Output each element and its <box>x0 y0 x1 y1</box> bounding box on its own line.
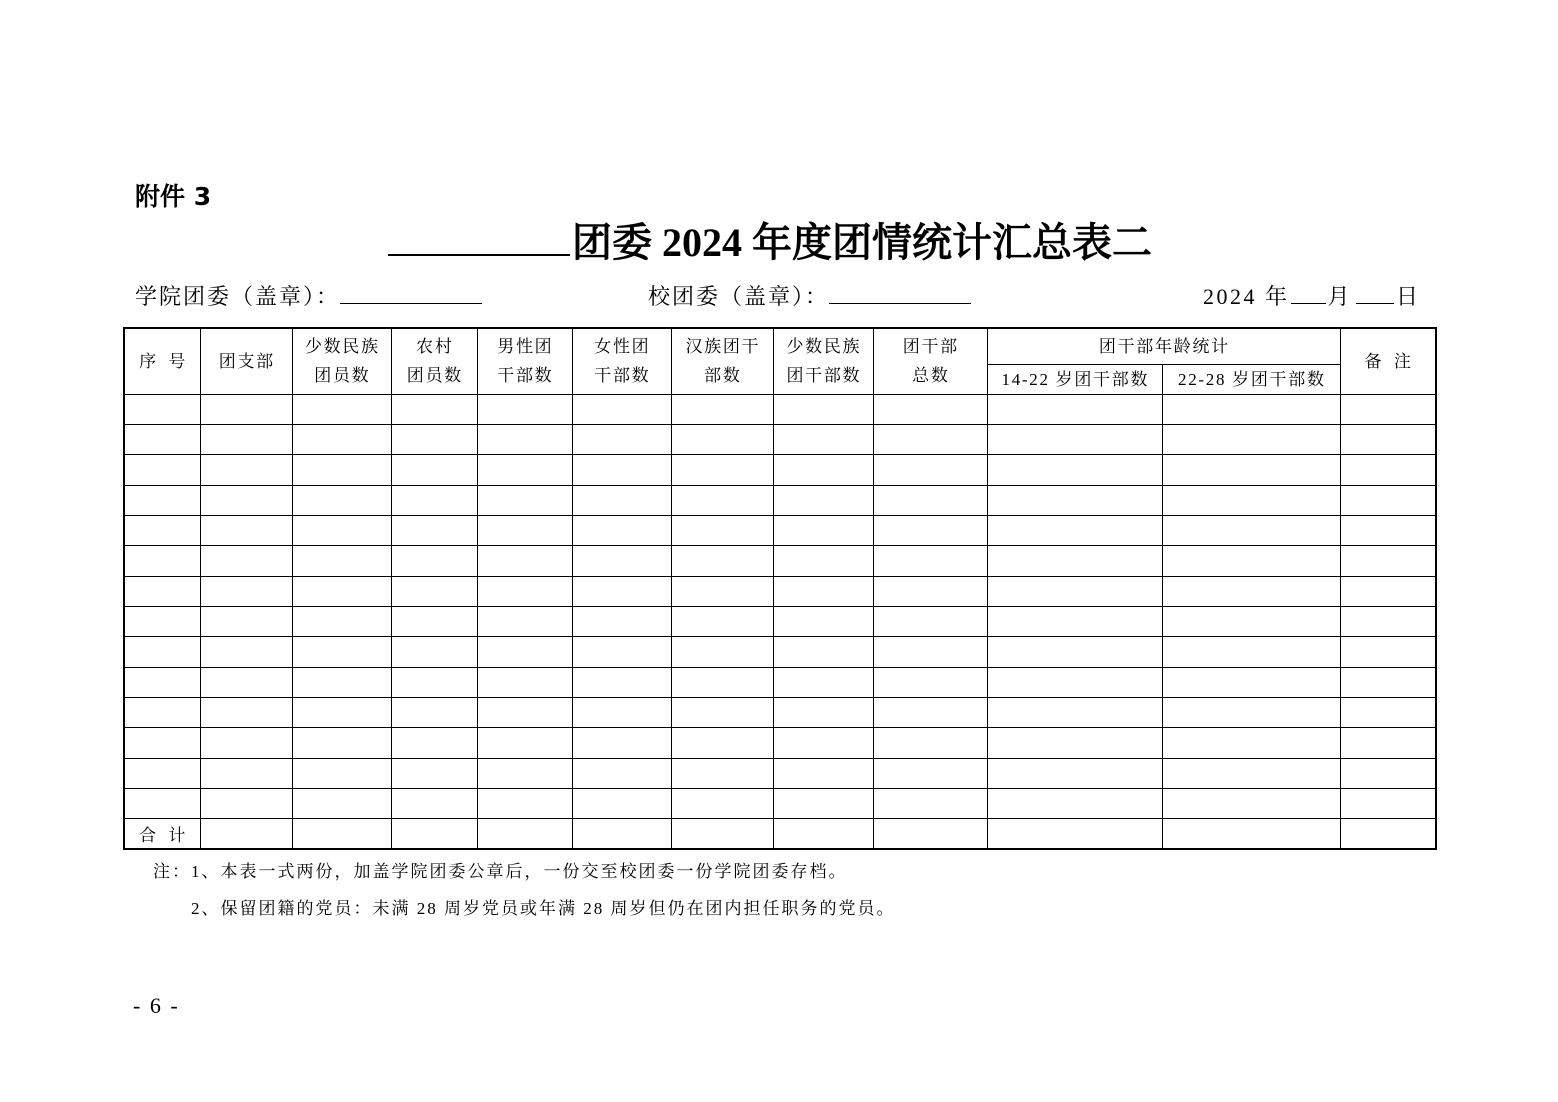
table-cell <box>1340 515 1436 545</box>
table-cell <box>873 485 987 515</box>
header-line: 团支部 <box>218 351 275 371</box>
header-han-cadres <box>671 328 773 394</box>
table-cell <box>572 788 671 818</box>
table-cell <box>124 515 200 545</box>
stats-table <box>123 327 1437 850</box>
table-cell <box>292 758 391 788</box>
header-serial-number <box>124 328 200 394</box>
school-stamp-label: 校团委（盖章）： <box>648 284 830 309</box>
table-cell <box>292 576 391 606</box>
table-cell <box>987 788 1162 818</box>
header-line: 男性团 <box>497 337 554 357</box>
table-cell <box>773 455 873 485</box>
table-cell <box>200 788 292 818</box>
note-1: 注：1、本表一式两份，加盖学院团委公章后，一份交至校团委一份学院团委存档。 <box>153 862 848 881</box>
table-cell <box>572 667 671 697</box>
table-cell <box>873 637 987 667</box>
header-line: 22-28 岁团干部数 <box>1178 369 1326 389</box>
table-cell <box>391 485 477 515</box>
header-remarks <box>1340 328 1436 394</box>
table-cell <box>773 515 873 545</box>
table-cell <box>1340 424 1436 454</box>
table-cell <box>873 394 987 424</box>
table-cell <box>477 758 572 788</box>
table-cell <box>477 394 572 424</box>
table-row <box>124 424 1436 454</box>
table-cell <box>572 394 671 424</box>
table-cell <box>572 637 671 667</box>
table-cell <box>391 455 477 485</box>
table-cell <box>200 637 292 667</box>
header-total-cadres <box>873 328 987 394</box>
school-stamp-field <box>648 283 971 311</box>
table-cell <box>773 728 873 758</box>
table-cell <box>1162 455 1340 485</box>
table-cell <box>671 455 773 485</box>
table-cell <box>987 546 1162 576</box>
table-cell <box>671 606 773 636</box>
table-cell <box>671 667 773 697</box>
title-name-blank <box>388 253 570 256</box>
table-cell <box>124 697 200 727</box>
title-text: 团委 2024 年度团情统计汇总表二 <box>572 220 1152 265</box>
table-cell <box>987 515 1162 545</box>
table-cell <box>773 788 873 818</box>
table-cell <box>773 485 873 515</box>
header-line: 总数 <box>912 366 950 386</box>
table-cell <box>873 546 987 576</box>
page-number: - 6 - <box>133 993 180 1018</box>
table-cell <box>671 485 773 515</box>
table-cell <box>572 515 671 545</box>
table-cell <box>391 606 477 636</box>
table-cell <box>124 788 200 818</box>
table-cell <box>572 758 671 788</box>
table-cell <box>391 728 477 758</box>
table-cell <box>1340 667 1436 697</box>
table-cell <box>200 485 292 515</box>
table-cell <box>773 394 873 424</box>
table-cell <box>477 606 572 636</box>
table-cell <box>292 394 391 424</box>
table-body <box>124 394 1436 819</box>
header-line: 团干部数 <box>786 366 862 386</box>
table-cell <box>773 546 873 576</box>
header-rural-members <box>391 328 477 394</box>
table-cell <box>391 788 477 818</box>
table-cell <box>124 728 200 758</box>
table-cell <box>873 788 987 818</box>
table-cell <box>292 606 391 636</box>
date-year: 2024 年 <box>1203 284 1290 309</box>
date-day: 日 <box>1396 284 1421 309</box>
table-cell <box>292 455 391 485</box>
table-cell <box>292 424 391 454</box>
table-cell <box>987 455 1162 485</box>
table-cell <box>477 576 572 606</box>
total-label-text: 合 计 <box>139 826 190 846</box>
table-cell <box>987 819 1162 849</box>
table-cell <box>391 424 477 454</box>
table-cell <box>1162 758 1340 788</box>
table-cell <box>292 697 391 727</box>
table-cell <box>477 485 572 515</box>
total-row <box>124 819 1436 849</box>
table-cell <box>477 546 572 576</box>
table-cell <box>391 515 477 545</box>
table-cell <box>200 728 292 758</box>
table-cell <box>200 515 292 545</box>
table-cell <box>124 758 200 788</box>
table-cell <box>200 455 292 485</box>
date-day-blank <box>1356 302 1394 304</box>
table-cell <box>292 667 391 697</box>
table-cell <box>1340 637 1436 667</box>
header-branch <box>200 328 292 394</box>
table-cell <box>292 546 391 576</box>
table-cell <box>292 788 391 818</box>
table-cell <box>987 667 1162 697</box>
date-month-blank <box>1291 302 1326 304</box>
table-cell <box>572 455 671 485</box>
table-cell <box>1340 485 1436 515</box>
header-line: 团员数 <box>314 366 371 386</box>
table-cell <box>200 667 292 697</box>
table-cell <box>873 455 987 485</box>
table-cell <box>572 546 671 576</box>
table-cell <box>873 424 987 454</box>
table-cell <box>987 637 1162 667</box>
table-cell <box>773 758 873 788</box>
header-line: 14-22 岁团干部数 <box>1001 369 1150 389</box>
table-cell <box>1340 546 1436 576</box>
table-cell <box>987 697 1162 727</box>
header-line: 部数 <box>704 366 742 386</box>
table-cell <box>671 728 773 758</box>
table-row <box>124 667 1436 697</box>
table-cell <box>1162 424 1340 454</box>
table-row <box>124 394 1436 424</box>
table-cell <box>477 515 572 545</box>
note-2: 2、保留团籍的党员：未满 28 周岁党员或年满 28 周岁但仍在团内担任职务的党员。 <box>191 899 896 918</box>
header-female-cadres <box>572 328 671 394</box>
title <box>388 218 1152 268</box>
table-cell <box>1162 515 1340 545</box>
header-line: 团员数 <box>406 366 463 386</box>
table-cell <box>572 819 671 849</box>
table-cell <box>391 697 477 727</box>
table-cell <box>873 667 987 697</box>
table-cell <box>773 576 873 606</box>
table-cell <box>873 606 987 636</box>
table-row <box>124 515 1436 545</box>
table-cell <box>200 424 292 454</box>
table-cell <box>1340 758 1436 788</box>
table-cell <box>1162 697 1340 727</box>
table-cell <box>987 576 1162 606</box>
header-line: 团干部 <box>902 337 959 357</box>
header-minority-members <box>292 328 391 394</box>
college-stamp-blank <box>340 302 482 304</box>
table-row <box>124 606 1436 636</box>
table-cell <box>391 546 477 576</box>
table-cell <box>124 424 200 454</box>
table-cell <box>124 394 200 424</box>
table-cell <box>671 515 773 545</box>
table-cell <box>292 515 391 545</box>
table-cell <box>671 819 773 849</box>
table-row <box>124 728 1436 758</box>
table-cell <box>987 728 1162 758</box>
table-cell <box>572 606 671 636</box>
table-cell <box>671 788 773 818</box>
table-cell <box>987 606 1162 636</box>
table-row <box>124 758 1436 788</box>
table-cell <box>391 758 477 788</box>
header-line: 序 号 <box>139 351 190 371</box>
school-stamp-blank <box>829 302 971 304</box>
table-row <box>124 697 1436 727</box>
table-cell <box>292 637 391 667</box>
table-row <box>124 455 1436 485</box>
table-cell <box>987 485 1162 515</box>
table-cell <box>1162 667 1340 697</box>
total-label <box>124 819 200 849</box>
table-cell <box>572 424 671 454</box>
header-age-14-22 <box>987 364 1162 394</box>
table-cell <box>477 819 572 849</box>
table-cell <box>671 758 773 788</box>
table-cell <box>1340 788 1436 818</box>
header-line: 少数民族 <box>786 337 862 357</box>
table-cell <box>572 697 671 727</box>
header-line: 汉族团干 <box>685 337 761 357</box>
table-cell <box>773 819 873 849</box>
table-cell <box>477 455 572 485</box>
table-cell <box>773 697 873 727</box>
table-cell <box>987 424 1162 454</box>
table-cell <box>477 667 572 697</box>
table-cell <box>1162 788 1340 818</box>
table-row <box>124 485 1436 515</box>
table-cell <box>200 394 292 424</box>
header-line: 少数民族 <box>304 337 380 357</box>
table-cell <box>124 637 200 667</box>
table-cell <box>124 667 200 697</box>
table-cell <box>671 546 773 576</box>
table-cell <box>200 576 292 606</box>
table-row <box>124 576 1436 606</box>
table-cell <box>292 819 391 849</box>
table-cell <box>292 728 391 758</box>
table-cell <box>1162 728 1340 758</box>
table-cell <box>1162 576 1340 606</box>
table-cell <box>477 697 572 727</box>
college-stamp-field <box>135 283 482 311</box>
table-cell <box>1340 697 1436 727</box>
table-cell <box>1340 819 1436 849</box>
table-cell <box>1162 394 1340 424</box>
table-cell <box>773 606 873 636</box>
table-cell <box>124 485 200 515</box>
table-cell <box>773 424 873 454</box>
header-line: 团干部年龄统计 <box>1098 336 1230 356</box>
table-row <box>124 788 1436 818</box>
table-cell <box>391 819 477 849</box>
table-cell <box>292 485 391 515</box>
table-cell <box>477 637 572 667</box>
table-cell <box>671 637 773 667</box>
table-cell <box>873 819 987 849</box>
table-cell <box>1340 606 1436 636</box>
table-cell <box>1162 546 1340 576</box>
table-cell <box>873 697 987 727</box>
table-cell <box>200 606 292 636</box>
table-cell <box>124 606 200 636</box>
table-cell <box>200 819 292 849</box>
header-age-22-28 <box>1162 364 1340 394</box>
table-cell <box>572 728 671 758</box>
table-cell <box>873 576 987 606</box>
table-cell <box>1162 606 1340 636</box>
table-cell <box>1162 637 1340 667</box>
table-cell <box>1340 576 1436 606</box>
header-male-cadres <box>477 328 572 394</box>
header-row <box>124 328 1436 364</box>
table-cell <box>477 728 572 758</box>
table-cell <box>572 485 671 515</box>
table-cell <box>1340 394 1436 424</box>
table-cell <box>124 546 200 576</box>
attachment-label: 附件 3 <box>135 182 212 211</box>
table-cell <box>873 728 987 758</box>
table-cell <box>477 424 572 454</box>
header-line: 女性团 <box>594 337 651 357</box>
table-cell <box>391 667 477 697</box>
table-cell <box>200 546 292 576</box>
table-cell <box>200 697 292 727</box>
date-month: 月 <box>1327 284 1353 309</box>
table-cell <box>1340 728 1436 758</box>
college-stamp-label: 学院团委（盖章）： <box>135 284 341 309</box>
table-cell <box>987 758 1162 788</box>
table-cell <box>1162 819 1340 849</box>
table-cell <box>671 697 773 727</box>
table-cell <box>773 667 873 697</box>
table-cell <box>477 788 572 818</box>
table-cell <box>124 576 200 606</box>
table-cell <box>873 758 987 788</box>
table-cell <box>200 758 292 788</box>
table-cell <box>987 394 1162 424</box>
table-cell <box>773 637 873 667</box>
table-cell <box>671 394 773 424</box>
header-cadre-age-group <box>987 328 1340 364</box>
header-minority-cadres <box>773 328 873 394</box>
header-line: 农村 <box>416 337 454 357</box>
header-line: 备 注 <box>1364 351 1415 371</box>
table-cell <box>391 394 477 424</box>
table-cell <box>671 576 773 606</box>
table-cell <box>1162 485 1340 515</box>
table-cell <box>1340 455 1436 485</box>
table-cell <box>572 576 671 606</box>
table-row <box>124 637 1436 667</box>
table-cell <box>391 637 477 667</box>
table-cell <box>671 424 773 454</box>
table-cell <box>391 576 477 606</box>
date-field <box>1203 283 1421 311</box>
header-line: 干部数 <box>497 366 554 386</box>
table-cell <box>124 455 200 485</box>
table-cell <box>873 515 987 545</box>
table-row <box>124 546 1436 576</box>
header-line: 干部数 <box>594 366 651 386</box>
